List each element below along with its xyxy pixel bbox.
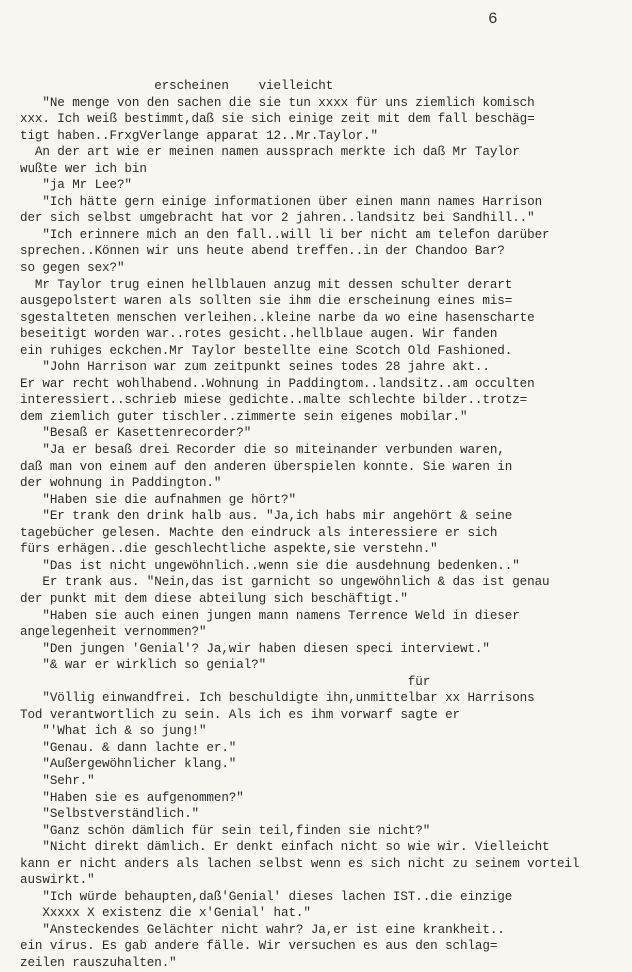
text-line: Tod verantwortlich zu sein. Als ich es ihm vorwarf sagte er xyxy=(20,707,460,722)
body-text xyxy=(20,78,630,972)
text-line: sgestalteten menschen verleihen..kleine narbe da wo eine hasenscharte xyxy=(20,310,535,325)
text-line: auswirkt." xyxy=(20,873,95,888)
text-line: "Haben sie auch einen jungen mann namens Terrence Weld in dieser xyxy=(20,608,520,623)
text-line: der punkt mit dem diese abteilung sich beschäftigt." xyxy=(20,591,408,606)
text-line: der wohnung in Paddington." xyxy=(20,476,222,491)
text-line: "Haben sie die aufnahmen ge hört?" xyxy=(20,492,296,507)
text-line: "John Harrison war zum zeitpunkt seines todes 28 jahre akt.. xyxy=(20,360,490,375)
text-line: angelegenheit vernommen?" xyxy=(20,625,207,640)
text-line: "Ansteckendes Gelächter nicht wahr? Ja,er ist eine krankheit.. xyxy=(20,922,505,937)
text-line: Mr Taylor trug einen hellblauen anzug mit dessen schulter derart xyxy=(20,277,513,292)
text-line: tigt haben..FrxgVerlange apparat 12..Mr.Taylor." xyxy=(20,128,378,143)
text-line: "Selbstverständlich." xyxy=(20,807,199,822)
text-line: "Das ist nicht ungewöhnlich..wenn sie die ausdehnung bedenken.." xyxy=(20,558,520,573)
text-line: "ja Mr Lee?" xyxy=(20,178,132,193)
text-line: "Ja er besaß drei Recorder die so miteinander verbunden waren, xyxy=(20,443,505,458)
text-line: erscheinen vielleicht xyxy=(20,79,334,93)
text-line: xxx. Ich weiß bestimmt,daß sie sich einige zeit mit dem fall beschäg= xyxy=(20,112,535,127)
text-line: "Er trank den drink halb aus. "Ja,ich habs mir angehört & seine xyxy=(20,509,513,524)
text-line: für xyxy=(20,674,431,689)
text-line: dem ziemlich guter tischler..zimmerte sein eigenes mobilar." xyxy=(20,409,468,424)
text-line: "Genau. & dann lachte er." xyxy=(20,740,237,755)
text-line: "Außergewöhnlicher klang." xyxy=(20,757,237,772)
text-line: ein virus. Es gab andere fälle. Wir versuchen es aus den schlag= xyxy=(20,939,498,954)
text-line: wußte wer ich bin xyxy=(20,161,147,176)
text-line: der sich selbst umgebracht hat vor 2 jahren..landsitz bei Sandhill.." xyxy=(20,211,535,226)
text-line: tagebücher gelesen. Machte den eindruck als interessiere er sich xyxy=(20,525,498,540)
text-line: fürs erhägen..die geschlechtliche aspekte,sie verstehn." xyxy=(20,542,438,557)
text-line: "Den jungen 'Genial'? Ja,wir haben diesen speci interviewt." xyxy=(20,641,490,656)
text-line: "Sehr." xyxy=(20,773,95,788)
text-line: "Besaß er Kasettenrecorder?" xyxy=(20,426,252,441)
text-line: beseitigt worden war..rotes gesicht..hellblaue augen. Wir fanden xyxy=(20,327,498,342)
text-line: "Ich hätte gern einige informationen über einen mann names Harrison xyxy=(20,194,543,209)
text-line: "Haben sie es aufgenommen?" xyxy=(20,790,244,805)
text-line: "Nicht direkt dämlich. Er denkt einfach nicht so wie wir. Vielleicht xyxy=(20,840,550,855)
text-line: ein ruhiges eckchen.Mr Taylor bestellte eine Scotch Old Fashioned. xyxy=(20,343,513,358)
text-line: kann er nicht anders als lachen selbst wenn es sich nicht zu seinem vorteil xyxy=(20,856,580,871)
text-line: sprechen..Können wir uns heute abend treffen..in der Chandoo Bar? xyxy=(20,244,505,259)
text-line: "Ich würde behaupten,daß'Genial' dieses lachen IST..die einzige xyxy=(20,889,513,904)
text-line: Er trank aus. "Nein,das ist garnicht so ungewöhnlich & das ist genau xyxy=(20,575,550,590)
text-line: Xxxxx X existenz die x'Genial' hat." xyxy=(20,906,311,921)
text-line: "Ich erinnere mich an den fall..will li ber nicht am telefon darüber xyxy=(20,227,550,242)
text-line: so gegen sex?" xyxy=(20,261,125,276)
text-line: Er war recht wohlhabend..Wohnung in Paddingtom..landsitz..am occulten xyxy=(20,376,535,391)
text-line: "Ne menge von den sachen die sie tun xxxx für uns ziemlich komisch xyxy=(20,95,535,110)
text-line: "'What ich & so jung!" xyxy=(20,724,207,739)
text-line: An der art wie er meinen namen aussprach merkte ich daß Mr Taylor xyxy=(20,145,520,160)
text-line: "Völlig einwandfrei. Ich beschuldigte ihn,unmittelbar xx Harrisons xyxy=(20,691,535,706)
text-line: ausgepolstert waren als sollten sie ihm die erscheinung eines mis= xyxy=(20,294,513,309)
text-line: "& war er wirklich so genial?" xyxy=(20,658,267,673)
text-line: zeilen rauszuhalten." xyxy=(20,955,177,970)
page-number: 6 xyxy=(488,10,498,28)
text-line: daß man von einem auf den anderen überspielen konnte. Sie waren in xyxy=(20,459,513,474)
text-line: "Ganz schön dämlich für sein teil,finden sie nicht?" xyxy=(20,823,431,838)
text-line: interessiert..schrieb miese gedichte..malte schlechte bilder..trotz= xyxy=(20,393,528,408)
